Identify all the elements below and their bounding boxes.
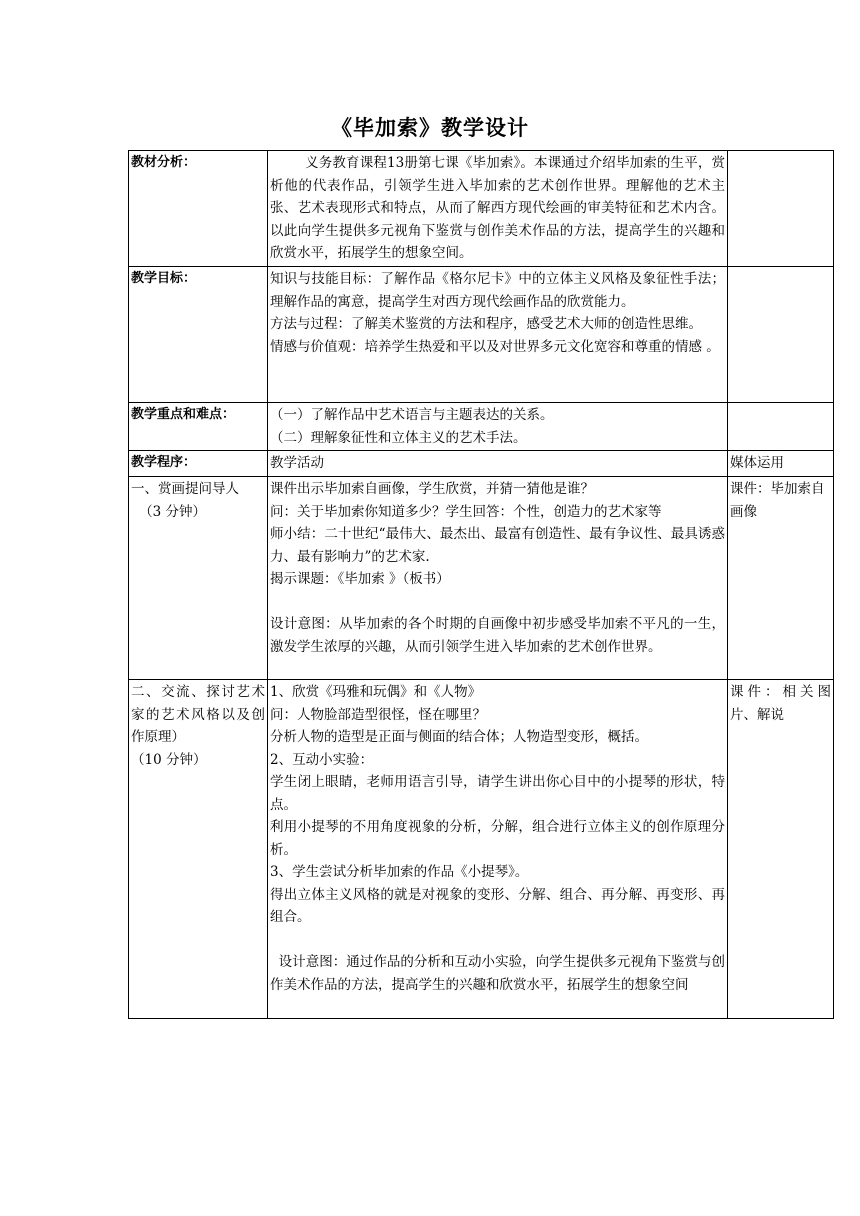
lesson-plan-table (128, 150, 834, 1019)
key-point-2: （二）理解象征性和立体主义的艺术手法。 (270, 429, 527, 446)
table-row-analysis (129, 151, 834, 267)
step1-label-cell (129, 477, 268, 680)
step1-line: 问：关于毕加索你知道多少？学生回答：个性，创造力的艺术家等 (270, 503, 662, 520)
table-row-step2 (129, 680, 834, 1019)
key-points-content (268, 403, 728, 451)
table-row-step1 (129, 477, 834, 680)
step2-time: （10 分钟） (131, 751, 207, 768)
step1-label: 一、赏画提问导人 (131, 481, 239, 497)
goal-knowledge: 知识与技能目标：了解作品《格尔尼卡》中的立体主义风格及象征性手法；理解作品的寓意，提高学生对西方现代绘画作品的欣赏能力。 (270, 271, 725, 310)
key-points-label: 教学重点和难点： (129, 403, 268, 451)
analysis-content: 义务教育课程13册第七课《毕加索》。本课通过介绍毕加索的生平，赏析他的代表作品，引领学生进入毕加索的艺术创作世界。理解他的艺术主张、艺术表现形式和特点，从而了解西方现代绘画的审美特征和艺术内含。以此向学生提供多元视角下鉴赏与创作美术作品的方法，提高学生的兴趣和欣赏水平，拓展学生的想象空间。 (268, 151, 728, 267)
table-row-key-points (129, 403, 834, 451)
table-row-goals (129, 267, 834, 403)
step2-line: 学生闭上眼睛，老师用语言引导，请学生讲出你心目中的小提琴的形状，特点。 (270, 774, 725, 813)
goals-content (268, 267, 728, 403)
step2-line: 3、学生尝试分析毕加索的作品《小提琴》。 (270, 864, 529, 880)
step1-line: 课件出示毕加索自画像，学生欣赏，并猜一猜他是谁？ (270, 481, 594, 497)
step1-line (270, 591, 725, 614)
step2-line: 利用小提琴的不用角度视象的分析，分解，组合进行立体主义的创作原理分析。 (270, 819, 725, 858)
goals-label: 教学目标： (129, 267, 268, 403)
step1-time: （3 分钟） (139, 503, 206, 520)
key-points-media-cell (728, 403, 834, 451)
goals-media-cell (728, 267, 834, 403)
step2-media: 课件：相关图片、解说 (728, 680, 834, 1019)
step2-line: 得出立体主义风格的就是对视象的变形、分解、组合、再分解、再变形、再组合。 (270, 886, 725, 925)
step1-line: 揭示课题：《毕加索 》（板书） (270, 571, 450, 587)
step2-line: 问：人物脸部造型很怪，怪在哪里？ (270, 706, 486, 723)
goal-method: 方法与过程：了解美术鉴赏的方法和程序，感受艺术大师的创造性思维。 (270, 316, 702, 332)
analysis-media-cell (728, 151, 834, 267)
step2-line (270, 929, 725, 952)
activity-header: 教学活动 (268, 451, 728, 477)
goal-emotion: 情感与价值观：培养学生热爱和平以及对世界多元文化宽容和尊重的情感 。 (270, 338, 720, 355)
step2-line: 2、互动小实验： (270, 751, 374, 768)
media-header: 媒体运用 (728, 451, 834, 477)
procedure-label: 教学程序： (129, 451, 268, 477)
step2-line: 设计意图：通过作品的分析和互动小实验，向学生提供多元视角下鉴赏与创作美术作品的方法，提高学生的兴趣和欣赏水平，拓展学生的想象空间 (270, 954, 725, 993)
step2-content (268, 680, 728, 1019)
key-point-1: （一）了解作品中艺术语言与主题表达的关系。 (270, 407, 554, 423)
step2-label: 二、交流、探讨艺术家的艺术风格以及创作原理） (131, 684, 265, 745)
step2-label-cell (129, 680, 268, 1019)
step1-media: 课件：毕加索自画像 (728, 477, 834, 680)
table-row-procedure-header (129, 451, 834, 477)
step1-line: 设计意图：从毕加索的各个时期的自画像中初步感受毕加索不平凡的一生，激发学生浓厚的兴趣，从而引领学生进入毕加索的艺术创作世界。 (270, 616, 725, 655)
document-title: 《毕加索》教学设计 (331, 116, 529, 140)
step2-line: 1、欣赏《玛雅和玩偶》和《人物》 (270, 684, 482, 700)
analysis-label: 教材分析： (129, 151, 268, 267)
step1-line: 师小结：二十世纪“最伟大、最杰出、最富有创造性、最有争议性、最具诱惑力、最有影响力”的艺术家. (270, 526, 725, 565)
step2-line: 分析人物的造型是正面与侧面的结合体；人物造型变形，概括。 (270, 729, 648, 745)
step1-content (268, 477, 728, 680)
